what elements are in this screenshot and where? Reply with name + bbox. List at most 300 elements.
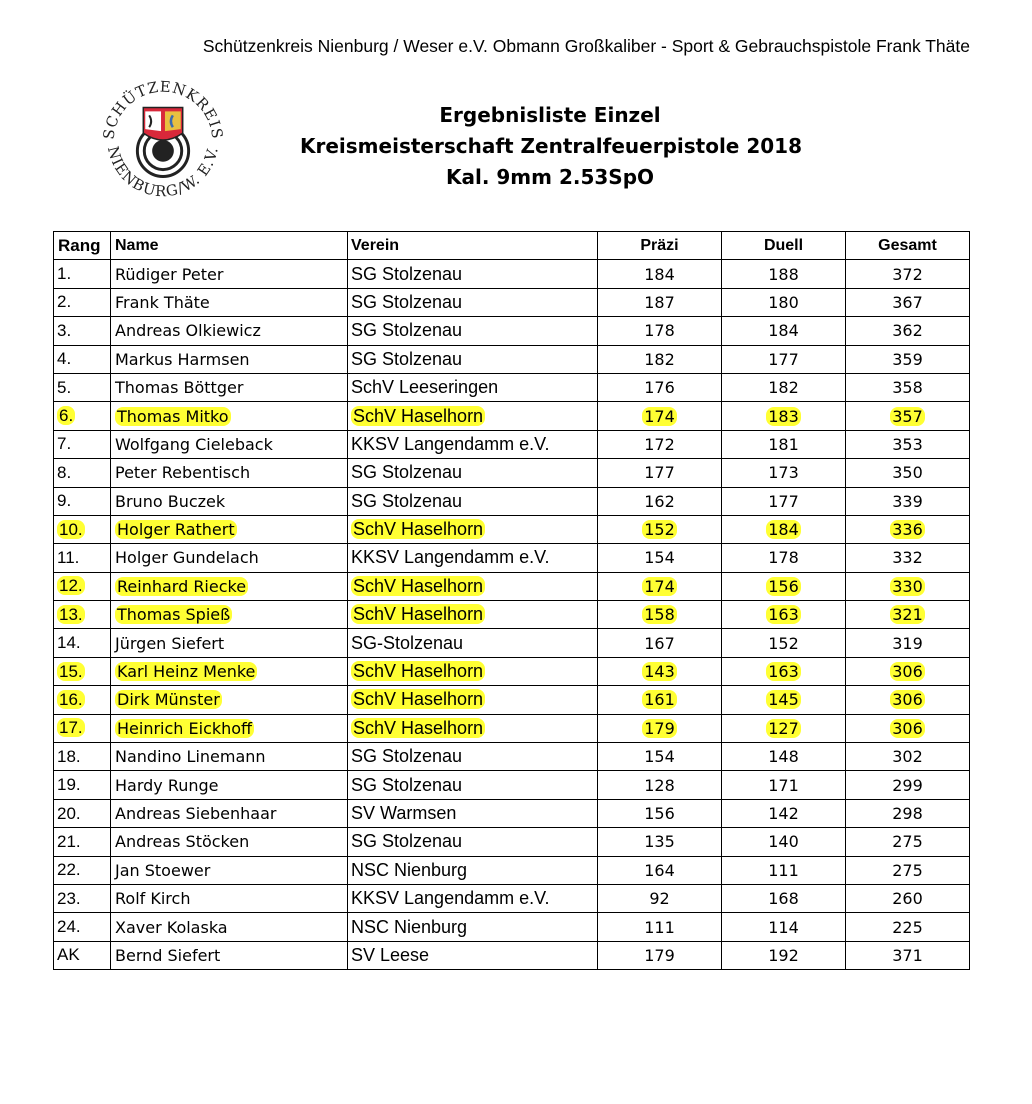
cell-gesamt	[846, 430, 970, 458]
cell-gesamt-text: 358	[892, 378, 923, 398]
header-name: Name	[111, 232, 348, 260]
cell-name	[111, 657, 348, 685]
table-header-row	[54, 232, 970, 260]
cell-gesamt-text: 319	[892, 633, 923, 653]
table-row	[54, 743, 970, 771]
cell-gesamt-text: 359	[892, 349, 923, 369]
cell-verein	[348, 601, 598, 629]
cell-duell-text: 192	[768, 945, 799, 965]
cell-name	[111, 884, 348, 912]
cell-gesamt	[846, 345, 970, 373]
cell-gesamt	[846, 629, 970, 657]
cell-duell-text: 114	[768, 917, 799, 937]
cell-duell-text: 145	[768, 690, 799, 710]
cell-verein-text: SchV Haselhorn	[353, 661, 484, 682]
cell-rang-text: 16.	[59, 689, 83, 709]
cell-duell	[722, 629, 846, 657]
cell-prazi-text: 135	[644, 832, 675, 852]
cell-duell-text: 177	[768, 491, 799, 511]
table-row	[54, 686, 970, 714]
cell-verein-text: SchV Leeseringen	[351, 377, 499, 398]
cell-name	[111, 572, 348, 600]
cell-rang-text: 18.	[57, 746, 81, 766]
cell-prazi	[598, 317, 722, 345]
cell-verein-text: SchV Haselhorn	[353, 575, 484, 596]
cell-duell-text: 127	[768, 718, 799, 738]
cell-verein-text: SV Warmsen	[351, 803, 457, 823]
cell-rang	[54, 402, 111, 430]
cell-duell-text: 180	[768, 292, 799, 312]
cell-duell-text: 140	[768, 832, 799, 852]
cell-rang	[54, 629, 111, 657]
cell-name	[111, 317, 348, 345]
cell-verein	[348, 260, 598, 288]
cell-name	[111, 459, 348, 487]
cell-prazi	[598, 941, 722, 969]
cell-prazi-text: 179	[644, 718, 675, 738]
cell-gesamt	[846, 487, 970, 515]
cell-prazi-text: 187	[644, 292, 675, 312]
table-row	[54, 487, 970, 515]
cell-name	[111, 288, 348, 316]
cell-name	[111, 856, 348, 884]
cell-prazi-text: 161	[644, 690, 675, 710]
cell-verein-text: SG Stolzenau	[351, 490, 463, 511]
cell-verein	[348, 430, 598, 458]
cell-duell	[722, 657, 846, 685]
cell-duell	[722, 771, 846, 799]
cell-name-text: Dirk Münster	[117, 690, 220, 710]
cell-name-text: Frank Thäte	[115, 292, 210, 312]
cell-prazi	[598, 657, 722, 685]
cell-name	[111, 601, 348, 629]
cell-prazi-text: 184	[644, 264, 675, 284]
cell-gesamt	[846, 657, 970, 685]
cell-name	[111, 402, 348, 430]
cell-verein	[348, 544, 598, 572]
cell-duell	[722, 601, 846, 629]
cell-name	[111, 941, 348, 969]
cell-name	[111, 743, 348, 771]
cell-rang-text: 17.	[59, 718, 83, 738]
cell-gesamt-text: 306	[892, 662, 923, 682]
cell-duell	[722, 743, 846, 771]
cell-verein-text: SG Stolzenau	[351, 831, 463, 852]
cell-rang	[54, 799, 111, 827]
cell-verein-text: SchV Haselhorn	[353, 689, 484, 710]
cell-name-text: Karl Heinz Menke	[117, 662, 256, 682]
cell-gesamt-text: 336	[892, 520, 923, 540]
table-row	[54, 714, 970, 742]
cell-name	[111, 686, 348, 714]
table-row	[54, 601, 970, 629]
cell-name-text: Bernd Siefert	[115, 945, 221, 965]
cell-name-text: Reinhard Riecke	[117, 576, 247, 596]
cell-name	[111, 714, 348, 742]
cell-duell-text: 168	[768, 889, 799, 909]
cell-duell-text: 177	[768, 349, 799, 369]
cell-prazi-text: 178	[644, 321, 675, 341]
cell-rang	[54, 544, 111, 572]
cell-gesamt-text: 357	[892, 406, 923, 426]
cell-prazi	[598, 260, 722, 288]
cell-verein	[348, 913, 598, 941]
cell-rang	[54, 373, 111, 401]
cell-rang-text: 3.	[57, 320, 72, 340]
cell-duell	[722, 515, 846, 543]
cell-prazi	[598, 828, 722, 856]
cell-prazi	[598, 629, 722, 657]
cell-duell	[722, 799, 846, 827]
table-row	[54, 260, 970, 288]
table-row	[54, 629, 970, 657]
cell-rang	[54, 487, 111, 515]
table-row	[54, 572, 970, 600]
cell-prazi	[598, 913, 722, 941]
table-row	[54, 459, 970, 487]
cell-duell	[722, 686, 846, 714]
cell-prazi	[598, 515, 722, 543]
cell-rang-text: 4.	[57, 349, 72, 369]
cell-duell	[722, 373, 846, 401]
cell-duell	[722, 941, 846, 969]
cell-verein-text: SchV Haselhorn	[353, 519, 484, 540]
cell-verein-text: SV Leese	[351, 944, 430, 965]
cell-verein-text: NSC Nienburg	[351, 859, 468, 880]
cell-rang-text: 7.	[57, 434, 72, 454]
cell-rang-text: 14.	[57, 633, 81, 653]
logo-bottom-text: NIENBURG/W. E.V.	[103, 144, 222, 201]
cell-prazi-text: 164	[644, 860, 675, 880]
cell-duell-text: 178	[768, 548, 799, 568]
cell-duell-text: 182	[768, 378, 799, 398]
cell-gesamt	[846, 799, 970, 827]
cell-prazi	[598, 430, 722, 458]
cell-rang	[54, 743, 111, 771]
cell-gesamt	[846, 572, 970, 600]
cell-prazi	[598, 799, 722, 827]
cell-rang	[54, 260, 111, 288]
cell-prazi-text: 179	[644, 945, 675, 965]
cell-prazi	[598, 402, 722, 430]
cell-rang	[54, 430, 111, 458]
header-rang: Rang	[54, 232, 111, 260]
cell-rang-text: 19.	[57, 775, 81, 795]
cell-name	[111, 544, 348, 572]
cell-duell	[722, 884, 846, 912]
cell-verein-text: SG Stolzenau	[351, 462, 463, 483]
table-row	[54, 544, 970, 572]
cell-rang	[54, 601, 111, 629]
cell-prazi-text: 176	[644, 378, 675, 398]
cell-name	[111, 345, 348, 373]
cell-gesamt-text: 298	[892, 804, 923, 823]
cell-rang	[54, 657, 111, 685]
table-row	[54, 884, 970, 912]
cell-gesamt-text: 350	[892, 463, 923, 483]
cell-name-text: Markus Harmsen	[115, 349, 250, 369]
cell-name-text: Rolf Kirch	[115, 889, 191, 909]
cell-rang-text: 20.	[57, 803, 81, 823]
cell-verein	[348, 686, 598, 714]
cell-verein-text: SG Stolzenau	[351, 320, 463, 341]
header-prazi: Präzi	[598, 232, 722, 260]
cell-prazi-text: 128	[644, 775, 675, 795]
table-row	[54, 913, 970, 941]
cell-gesamt	[846, 317, 970, 345]
cell-gesamt	[846, 288, 970, 316]
cell-prazi	[598, 686, 722, 714]
cell-prazi-text: 172	[644, 434, 675, 454]
cell-verein	[348, 317, 598, 345]
cell-name-text: Bruno Buczek	[115, 491, 226, 511]
cell-rang-text: 9.	[57, 491, 72, 511]
cell-rang-text: 21.	[57, 831, 81, 851]
cell-name-text: Hardy Runge	[115, 775, 219, 795]
cell-rang-text: 15.	[59, 661, 83, 681]
cell-rang-text: 10.	[59, 519, 83, 539]
table-row	[54, 317, 970, 345]
cell-verein-text: SG Stolzenau	[351, 291, 463, 312]
cell-prazi-text: 92	[649, 889, 670, 909]
cell-gesamt-text: 225	[892, 917, 923, 937]
cell-gesamt-text: 371	[892, 945, 923, 965]
cell-duell-text: 171	[768, 775, 799, 795]
cell-rang-text: 2.	[57, 292, 72, 312]
cell-verein-text: SG-Stolzenau	[351, 632, 464, 653]
cell-prazi-text: 143	[644, 662, 675, 682]
cell-rang	[54, 884, 111, 912]
cell-verein	[348, 345, 598, 373]
cell-verein-text: KKSV Langendamm e.V.	[351, 547, 550, 568]
results-body	[54, 260, 970, 970]
cell-gesamt	[846, 373, 970, 401]
cell-duell-text: 163	[768, 605, 799, 625]
cell-rang	[54, 515, 111, 543]
cell-duell-text: 152	[768, 633, 799, 653]
cell-verein	[348, 771, 598, 799]
club-logo	[94, 72, 232, 210]
cell-gesamt	[846, 459, 970, 487]
cell-duell-text: 173	[768, 463, 799, 483]
cell-verein	[348, 884, 598, 912]
cell-gesamt-text: 353	[892, 434, 923, 454]
cell-duell	[722, 459, 846, 487]
table-row	[54, 657, 970, 685]
cell-gesamt	[846, 544, 970, 572]
cell-verein	[348, 799, 598, 827]
cell-gesamt-text: 275	[892, 832, 923, 852]
cell-rang	[54, 572, 111, 600]
cell-prazi	[598, 487, 722, 515]
cell-prazi	[598, 601, 722, 629]
cell-gesamt	[846, 771, 970, 799]
results-table	[53, 231, 970, 970]
cell-duell	[722, 828, 846, 856]
cell-name	[111, 373, 348, 401]
table-row	[54, 430, 970, 458]
header-gesamt: Gesamt	[846, 232, 970, 260]
cell-name-text: Andreas Siebenhaar	[115, 804, 277, 823]
table-row	[54, 941, 970, 969]
cell-prazi	[598, 856, 722, 884]
cell-rang-text: AK	[57, 945, 80, 965]
cell-name	[111, 799, 348, 827]
table-row	[54, 373, 970, 401]
cell-duell	[722, 288, 846, 316]
cell-verein	[348, 856, 598, 884]
cell-prazi-text: 174	[644, 576, 675, 596]
cell-verein-text: KKSV Langendamm e.V.	[351, 433, 550, 454]
cell-prazi-text: 177	[644, 463, 675, 483]
cell-prazi	[598, 345, 722, 373]
cell-duell	[722, 714, 846, 742]
cell-prazi-text: 182	[644, 349, 675, 369]
cell-verein	[348, 572, 598, 600]
cell-name-text: Nandino Linemann	[115, 747, 266, 767]
cell-verein	[348, 714, 598, 742]
cell-prazi	[598, 572, 722, 600]
table-row	[54, 402, 970, 430]
cell-name-text: Holger Gundelach	[115, 548, 259, 568]
cell-gesamt	[846, 260, 970, 288]
cell-name	[111, 260, 348, 288]
page-header: Schützenkreis Nienburg / Weser e.V. Obmann Großkaliber - Sport & Gebrauchspistole Frank Thäte	[202, 36, 970, 56]
cell-rang	[54, 941, 111, 969]
cell-name-text: Rüdiger Peter	[115, 264, 224, 284]
cell-rang	[54, 828, 111, 856]
cell-name	[111, 828, 348, 856]
cell-verein	[348, 743, 598, 771]
cell-gesamt-text: 372	[892, 264, 923, 284]
title-line-3: Kal. 9mm 2.53SpO	[445, 165, 655, 189]
cell-duell	[722, 544, 846, 572]
cell-gesamt-text: 321	[892, 605, 923, 625]
cell-verein-text: NSC Nienburg	[351, 916, 468, 937]
cell-gesamt	[846, 402, 970, 430]
cell-verein	[348, 657, 598, 685]
header-verein: Verein	[348, 232, 598, 260]
cell-rang	[54, 714, 111, 742]
cell-name	[111, 487, 348, 515]
cell-verein-text: SG Stolzenau	[351, 774, 463, 795]
cell-duell	[722, 856, 846, 884]
cell-gesamt-text: 299	[892, 775, 923, 795]
cell-prazi	[598, 714, 722, 742]
cell-duell-text: 148	[768, 747, 799, 767]
cell-verein-text: SchV Haselhorn	[353, 405, 484, 426]
cell-name	[111, 771, 348, 799]
table-row	[54, 288, 970, 316]
cell-name	[111, 430, 348, 458]
cell-duell	[722, 913, 846, 941]
cell-duell	[722, 572, 846, 600]
cell-prazi	[598, 288, 722, 316]
table-row	[54, 799, 970, 827]
cell-name-text: Holger Rathert	[117, 520, 235, 540]
cell-verein	[348, 373, 598, 401]
cell-verein-text: SG Stolzenau	[351, 746, 463, 767]
title-line-1: Ergebnisliste Einzel	[439, 103, 661, 127]
cell-rang-text: 6.	[59, 406, 74, 426]
cell-prazi-text: 111	[644, 917, 675, 937]
cell-gesamt	[846, 686, 970, 714]
cell-rang	[54, 856, 111, 884]
table-row	[54, 345, 970, 373]
cell-gesamt	[846, 856, 970, 884]
cell-rang	[54, 771, 111, 799]
cell-duell-text: 181	[768, 434, 799, 454]
cell-prazi-text: 158	[644, 605, 675, 625]
cell-rang-text: 1.	[57, 264, 72, 284]
cell-name-text: Andreas Stöcken	[115, 832, 250, 852]
cell-rang-text: 11.	[57, 547, 80, 567]
cell-name-text: Jan Stoewer	[115, 860, 211, 880]
cell-gesamt-text: 330	[892, 576, 923, 596]
cell-verein	[348, 459, 598, 487]
cell-name-text: Andreas Olkiewicz	[115, 321, 261, 341]
cell-verein-text: SG Stolzenau	[351, 348, 463, 369]
cell-duell	[722, 317, 846, 345]
cell-prazi	[598, 544, 722, 572]
table-row	[54, 771, 970, 799]
cell-gesamt	[846, 714, 970, 742]
cell-rang	[54, 345, 111, 373]
cell-rang	[54, 913, 111, 941]
cell-verein	[348, 828, 598, 856]
cell-name-text: Heinrich Eickhoff	[117, 718, 253, 738]
cell-verein	[348, 402, 598, 430]
cell-gesamt-text: 332	[892, 548, 923, 568]
cell-prazi-text: 162	[644, 491, 675, 511]
cell-prazi-text: 174	[644, 406, 675, 426]
cell-gesamt	[846, 743, 970, 771]
cell-gesamt	[846, 601, 970, 629]
cell-gesamt	[846, 941, 970, 969]
cell-prazi-text: 156	[644, 804, 675, 823]
cell-name-text: Thomas Mitko	[117, 406, 229, 426]
cell-gesamt	[846, 515, 970, 543]
cell-rang-text: 24.	[57, 917, 81, 937]
logo-top-text: SCHÜTZENKREIS	[100, 78, 226, 141]
cell-gesamt-text: 260	[892, 889, 923, 909]
cell-prazi	[598, 771, 722, 799]
cell-rang-text: 22.	[57, 860, 81, 880]
cell-name	[111, 629, 348, 657]
cell-gesamt-text: 302	[892, 747, 923, 767]
cell-name-text: Peter Rebentisch	[115, 463, 251, 483]
cell-name-text: Thomas Spieß	[117, 605, 231, 625]
cell-verein	[348, 515, 598, 543]
cell-prazi-text: 167	[644, 633, 675, 653]
cell-duell-text: 184	[768, 321, 799, 341]
cell-rang-text: 8.	[57, 462, 72, 482]
table-row	[54, 828, 970, 856]
cell-duell-text: 183	[768, 406, 799, 426]
cell-duell-text: 184	[768, 520, 799, 540]
cell-gesamt-text: 367	[892, 292, 923, 312]
cell-prazi	[598, 743, 722, 771]
cell-rang	[54, 686, 111, 714]
cell-gesamt-text: 306	[892, 690, 923, 710]
cell-gesamt	[846, 884, 970, 912]
cell-gesamt-text: 339	[892, 491, 923, 511]
cell-name-text: Thomas Böttger	[115, 378, 244, 398]
cell-rang	[54, 288, 111, 316]
table-row	[54, 856, 970, 884]
cell-gesamt-text: 275	[892, 860, 923, 880]
cell-gesamt	[846, 828, 970, 856]
